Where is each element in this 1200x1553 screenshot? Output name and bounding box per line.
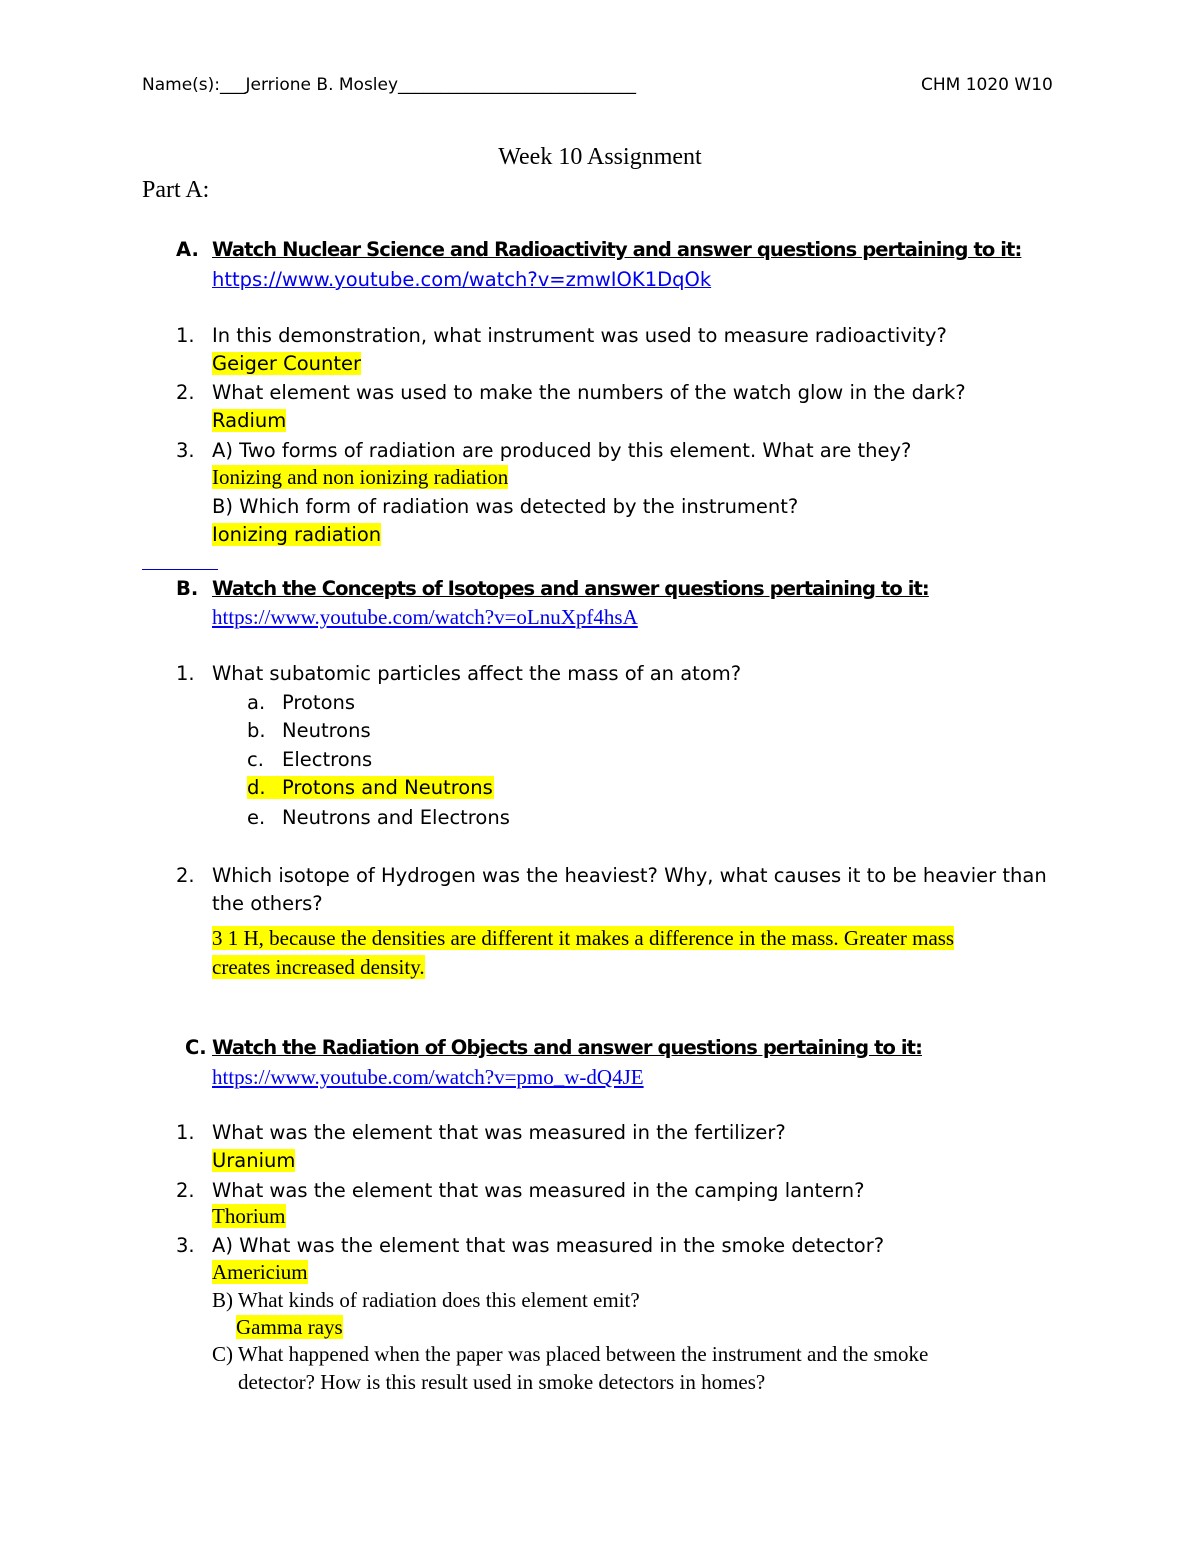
question-text: What was the element that was measured in the camping lantern? [212, 1179, 865, 1202]
section-b-letter: B. [176, 577, 199, 600]
answer-highlight: Ionizing and non ionizing radiation [212, 465, 509, 489]
question-number: 1. [176, 662, 195, 685]
section-c-title: Watch the Radiation of Objects and answer questions pertaining to it: [212, 1036, 922, 1059]
question-number: 3. [176, 1234, 195, 1257]
option-text: Neutrons and Electrons [282, 806, 510, 829]
option-letter: c. [247, 748, 264, 771]
section-b-link[interactable]: https://www.youtube.com/watch?v=oLnuXpf4hsA [212, 605, 638, 629]
question-text: the others? [212, 892, 323, 915]
answer-highlight: creates increased density. [212, 955, 425, 979]
section-a-link[interactable]: https://www.youtube.com/watch?v=zmwIOK1DqOk [212, 268, 712, 291]
name-line: Name(s):___Jerrione B. Mosley____________________________ [142, 75, 637, 95]
question-number: 3. [176, 439, 195, 462]
question-text: detector? How is this result used in smoke detectors in homes? [238, 1370, 766, 1394]
course-code: CHM 1020 W10 [921, 75, 1053, 95]
question-text: What subatomic particles affect the mass of an atom? [212, 662, 742, 685]
answer-highlight: Radium [212, 409, 287, 432]
option-text: Protons and Neutrons [282, 776, 493, 799]
option-letter: b. [247, 719, 266, 742]
question-text: A) Two forms of radiation are produced by this element. What are they? [212, 439, 912, 462]
section-c-link[interactable]: https://www.youtube.com/watch?v=pmo_w-dQ4JE [212, 1065, 644, 1089]
question-text: What element was used to make the numbers of the watch glow in the dark? [212, 381, 966, 404]
option-letter: d. [247, 776, 266, 799]
question-text: Which isotope of Hydrogen was the heaviest? Why, what causes it to be heavier than [212, 864, 1047, 887]
answer-highlight: Uranium [212, 1149, 296, 1172]
option-letter: e. [247, 806, 266, 829]
question-number: 2. [176, 1179, 195, 1202]
question-text: A) What was the element that was measured in the smoke detector? [212, 1234, 885, 1257]
section-c-letter: C. [185, 1036, 207, 1059]
section-a-title: Watch Nuclear Science and Radioactivity and answer questions pertaining to it: [212, 238, 1022, 261]
answer-highlight: Geiger Counter [212, 352, 362, 375]
section-a-letter: A. [176, 238, 199, 261]
part-label: Part A: [142, 177, 210, 203]
question-number: 1. [176, 1121, 195, 1144]
section-b-title: Watch the Concepts of Isotopes and answer questions pertaining to it: [212, 577, 929, 600]
answer-highlight [247, 776, 494, 799]
question-text: What was the element that was measured in the fertilizer? [212, 1121, 786, 1144]
question-number: 2. [176, 381, 195, 404]
question-number: 2. [176, 864, 195, 887]
option-text: Neutrons [282, 719, 371, 742]
question-text: B) What kinds of radiation does this element emit? [212, 1288, 640, 1312]
answer-highlight: Ionizing radiation [212, 523, 382, 546]
answer-highlight: 3 1 H, because the densities are different it makes a difference in the mass. Greater mass [212, 926, 955, 950]
question-text: In this demonstration, what instrument was used to measure radioactivity? [212, 324, 947, 347]
divider-line [142, 569, 218, 570]
answer-highlight: Americium [212, 1260, 308, 1284]
page-title: Week 10 Assignment [498, 144, 702, 170]
answer-highlight: Gamma rays [236, 1315, 343, 1339]
answer-highlight: Thorium [212, 1204, 286, 1228]
question-number: 1. [176, 324, 195, 347]
question-text: C) What happened when the paper was placed between the instrument and the smoke [212, 1342, 929, 1366]
question-text: B) Which form of radiation was detected by the instrument? [212, 495, 799, 518]
option-text: Electrons [282, 748, 373, 771]
option-letter: a. [247, 691, 266, 714]
option-text: Protons [282, 691, 356, 714]
